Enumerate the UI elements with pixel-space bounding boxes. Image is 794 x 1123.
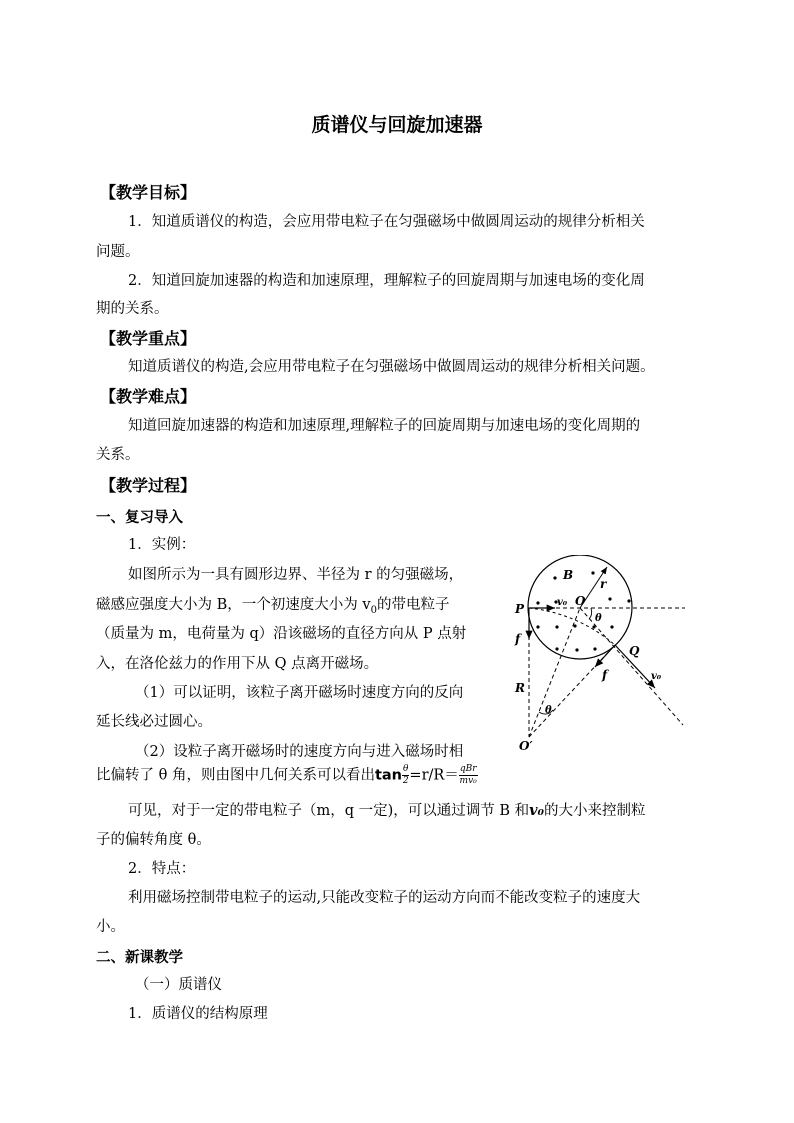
field-dots bbox=[536, 571, 630, 651]
label-theta-o: θ bbox=[595, 613, 602, 624]
section-key-points: 【教学重点】 bbox=[100, 329, 197, 348]
review-p6: 延长线必过圆心。 bbox=[96, 714, 212, 730]
section-process: 【教学过程】 bbox=[100, 476, 197, 495]
feature-label: 2．特点： bbox=[128, 861, 196, 877]
angle-arc-o bbox=[589, 608, 592, 619]
label-v0-exit: v₀ bbox=[651, 671, 662, 682]
section-objectives: 【教学目标】 bbox=[100, 183, 197, 202]
review-p10: 子的偏转角度 θ。 bbox=[96, 832, 211, 848]
label-O: O bbox=[575, 594, 586, 608]
heading-review: 一、复习导入 bbox=[96, 509, 183, 526]
review-p5: （1）可以证明，该粒子离开磁场时速度方向的反向 bbox=[135, 685, 464, 701]
difficulties-line-b: 关系。 bbox=[96, 447, 140, 463]
review-p1: 如图所示为一具有圆形边界、半径为 r 的匀强磁场， bbox=[128, 567, 464, 583]
subheading-mass-spectrometer: （一）质谱仪 bbox=[135, 977, 222, 993]
objective-2-line-a: 2．知道回旋加速器的构造和加速原理，理解粒子的回旋周期与加速电场的变化周 bbox=[128, 273, 645, 289]
label-r: r bbox=[600, 577, 607, 591]
label-R: R bbox=[515, 681, 525, 695]
page-title: 质谱仪与回旋加速器 bbox=[311, 114, 483, 136]
review-p4: 入，在洛伦兹力的作用下从 Q 点离开磁场。 bbox=[96, 656, 379, 672]
subheading-structure-principle: 1．质谱仪的结构原理 bbox=[128, 1006, 268, 1022]
review-p3: （质量为 m，电荷量为 q）沿该磁场的直径方向从 P 点射 bbox=[96, 626, 467, 642]
label-O-prime: O′ bbox=[519, 739, 533, 753]
label-P: P bbox=[515, 602, 525, 616]
label-theta-o-prime: θ bbox=[545, 705, 552, 716]
theta-over-2-fraction: $\frac{\theta}{2}$ bbox=[402, 764, 409, 786]
review-p11: 利用磁场控制带电粒子的运动,只能改变粒子的运动方向而不能改变粒子的速度大 bbox=[128, 890, 641, 906]
review-p9: 可见，对于一定的带电粒子（m，q 一定)，可以通过调节 B 和v₀的大小来控制粒 bbox=[128, 802, 646, 819]
key-points-text: 知道质谱仪的构造,会应用带电粒子在匀强磁场中做圆周运动的规律分析相关问题。 bbox=[128, 359, 655, 375]
label-v0: v₀ bbox=[557, 597, 568, 608]
label-Q: Q bbox=[629, 644, 640, 658]
example-label: 1．实例： bbox=[128, 537, 196, 553]
review-p7: （2）设粒子离开磁场时的速度方向与进入磁场时相 bbox=[135, 744, 464, 760]
label-f-q: f bbox=[602, 668, 608, 682]
qbr-over-mv0-fraction: $\frac{\text{qBr}}{\text{mv₀}}$ bbox=[459, 764, 477, 786]
review-p12: 小。 bbox=[96, 919, 125, 935]
difficulties-line-a: 知道回旋加速器的构造和加速原理,理解粒子的回旋周期与加速电场的变化周期的 bbox=[128, 418, 641, 434]
trajectory-arc bbox=[529, 608, 615, 645]
objective-1-line-b: 问题。 bbox=[96, 244, 140, 260]
label-f-p: f bbox=[515, 632, 521, 646]
magnetic-field-diagram bbox=[505, 555, 695, 755]
objective-1-line-a: 1．知道质谱仪的构造，会应用带电粒子在匀强磁场中做圆周运动的规律分析相关 bbox=[128, 214, 645, 230]
review-p2: 磁感应强度大小为 B，一个初速度大小为 $v_0$的带电粒子 bbox=[96, 597, 450, 616]
heading-new-lesson: 二、新课教学 bbox=[96, 949, 183, 966]
section-difficulties: 【教学难点】 bbox=[100, 387, 197, 406]
label-B: B bbox=[563, 568, 574, 582]
objective-2-line-b: 期的关系。 bbox=[96, 301, 169, 317]
review-p8: 比偏转了 θ 角，则由图中几何关系可以看出tan $\frac{\theta}{2}$ =r/R＝ $\frac{\text{qBr}}{\text{mv₀}}$ bbox=[96, 764, 477, 786]
